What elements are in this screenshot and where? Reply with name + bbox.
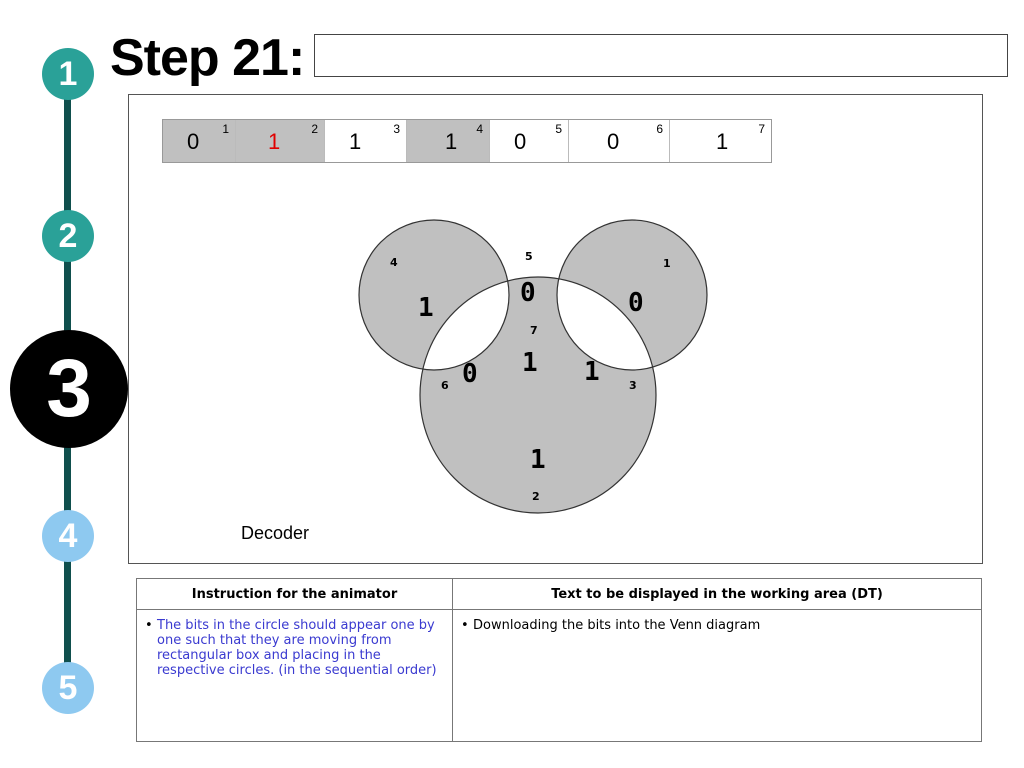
bit-value-2: 1 (268, 129, 281, 154)
venn-pos-6: 6 (441, 379, 449, 392)
bit-index-3: 3 (393, 122, 400, 136)
bit-value-7: 1 (716, 129, 729, 154)
venn-bit-4: 1 (418, 293, 434, 323)
bit-index-5: 5 (555, 122, 562, 136)
venn-pos-3: 3 (629, 379, 637, 392)
bit-box-5 (490, 120, 569, 162)
bit-value-5: 0 (514, 129, 527, 154)
bit-value-1: 0 (187, 129, 200, 154)
bit-index-4: 4 (476, 122, 483, 136)
bit-box-7 (670, 120, 771, 162)
venn-bit-7: 1 (522, 348, 538, 378)
col-header-display-text: Text to be displayed in the working area (DT) (453, 579, 982, 610)
bit-value-3: 1 (349, 129, 362, 154)
venn-bit-1: 0 (628, 288, 644, 318)
animator-instruction-cell (137, 610, 453, 742)
display-text: Downloading the bits into the Venn diagram (473, 618, 761, 633)
bit-index-7: 7 (758, 122, 765, 136)
animator-instruction-text: The bits in the circle should appear one by one such that they are moving from rectangular box and placing in the respective circles. (in the sequential order) (157, 618, 437, 678)
bit-index-1: 1 (222, 122, 229, 136)
venn-pos-4: 4 (390, 256, 398, 269)
bit-index-2: 2 (311, 122, 318, 136)
display-text-cell (453, 610, 982, 742)
col-header-animator: Instruction for the animator (137, 579, 453, 610)
page-title: Step 21: (110, 29, 305, 87)
venn-pos-1: 1 (663, 257, 671, 270)
bit-box-6 (569, 120, 670, 162)
step-4-circle[interactable]: 4 (42, 510, 94, 562)
step-3-circle-current[interactable]: 3 (10, 330, 128, 448)
bit-box-1 (163, 120, 236, 162)
step-5-circle[interactable]: 5 (42, 662, 94, 714)
venn-pos-7: 7 (530, 324, 538, 337)
decoder-label: Decoder (241, 523, 310, 543)
bit-boxes-row (162, 119, 772, 163)
bit-box-3 (325, 120, 407, 162)
bit-box-4 (407, 120, 490, 162)
bullet-icon: • (145, 618, 153, 633)
venn-bit-3: 1 (584, 357, 600, 387)
venn-diagram (350, 205, 720, 525)
venn-pos-5: 5 (525, 250, 533, 263)
bit-value-4: 1 (445, 129, 458, 154)
bit-value-6: 0 (607, 129, 620, 154)
venn-bit-2: 1 (530, 445, 546, 475)
venn-bit-6: 0 (462, 359, 478, 389)
step-1-circle[interactable]: 1 (42, 48, 94, 100)
venn-pos-2: 2 (532, 490, 540, 503)
instruction-table (136, 578, 982, 742)
bullet-icon: • (461, 618, 469, 633)
title-input-box[interactable] (314, 34, 1008, 77)
bit-index-6: 6 (656, 122, 663, 136)
venn-bit-5: 0 (520, 278, 536, 308)
step-2-circle[interactable]: 2 (42, 210, 94, 262)
bit-box-2 (236, 120, 325, 162)
